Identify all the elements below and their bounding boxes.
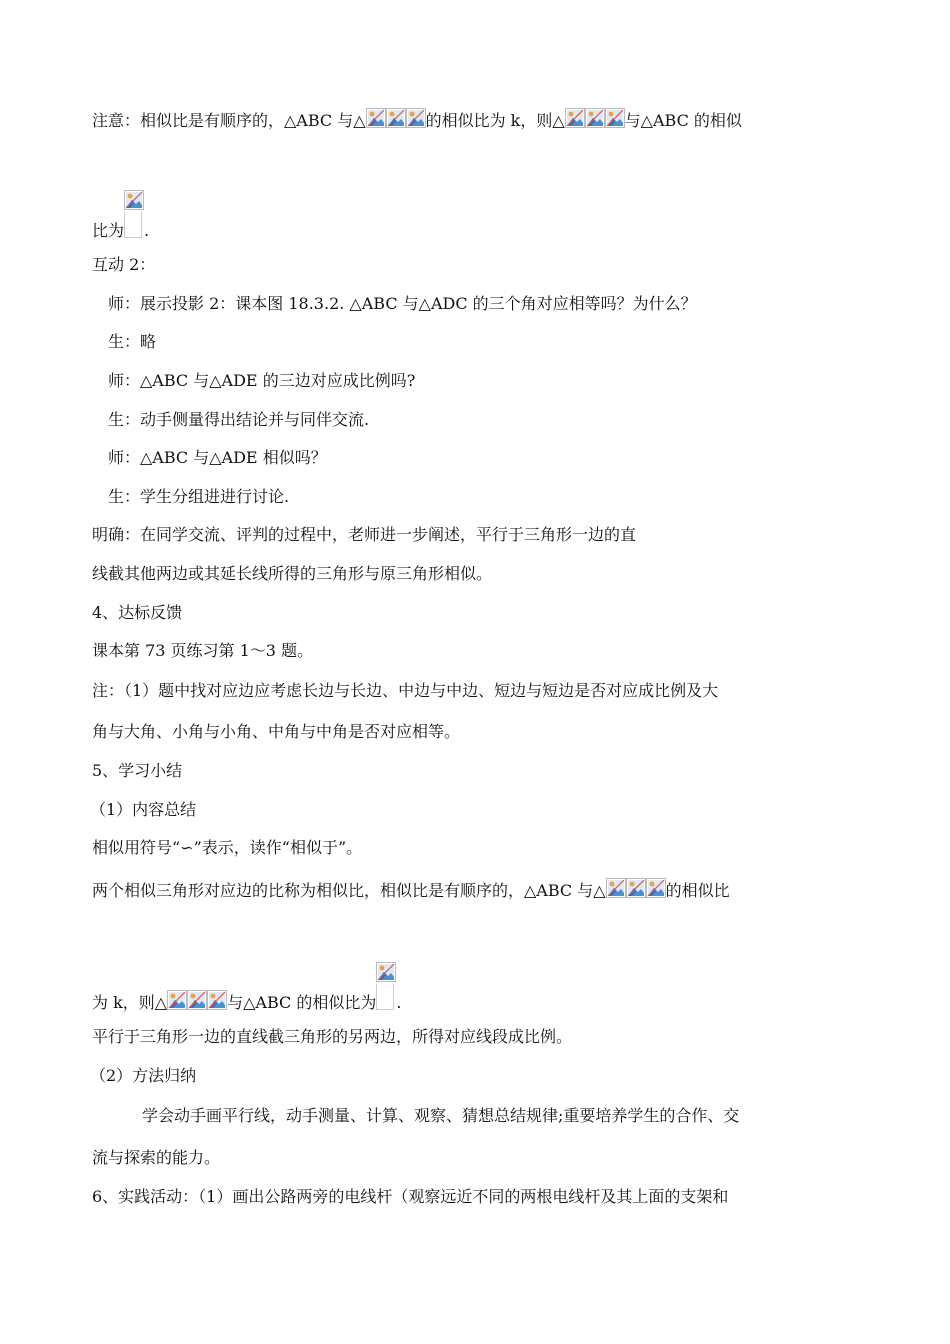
broken-image-icon xyxy=(585,108,605,128)
broken-image-icon xyxy=(167,990,187,1010)
text: 为 k，则△ xyxy=(92,993,168,1012)
broken-image-icon xyxy=(406,108,426,128)
text: 的相似比为 k，则△ xyxy=(425,111,565,130)
broken-image-icon xyxy=(376,962,396,982)
text: 比为 xyxy=(92,221,125,240)
paragraph: 流与探索的能力。 xyxy=(92,1148,221,1167)
broken-image-icon xyxy=(646,878,666,898)
section-heading: 4、达标反馈 xyxy=(92,603,183,622)
text: 注意：相似比是有顺序的，△ABC 与△ xyxy=(92,111,366,130)
summary-line-2 xyxy=(92,990,401,1013)
paragraph: 注：（1）题中找对应边应考虑长边与长边、中边与中边、短边与短边是否对应成比例及大 xyxy=(92,681,719,700)
broken-image-icon xyxy=(187,990,207,1010)
text: 与△ABC 的相似 xyxy=(624,111,742,130)
section-heading: 5、学习小结 xyxy=(92,761,183,780)
dialogue-line: 师：△ABC 与△ADE 相似吗？ xyxy=(108,448,327,467)
text: 两个相似三角形对应边的比称为相似比，相似比是有顺序的，△ABC 与△ xyxy=(92,881,606,900)
text: 与△ABC 的相似比为 xyxy=(227,993,377,1012)
subheading: （2）方法归纳 xyxy=(90,1066,197,1085)
clarify-line: 线截其他两边或其延长线所得的三角形与原三角形相似。 xyxy=(92,564,493,583)
fraction-image xyxy=(376,990,396,1010)
paragraph: 6、实践活动：（1）画出公路两旁的电线杆（观察远近不同的两根电线杆及其上面的支架和 xyxy=(92,1187,729,1206)
broken-image-icon xyxy=(124,190,144,210)
paragraph: 角与大角、小角与小角、中角与中角是否对应相等。 xyxy=(92,722,461,741)
heading-interaction-2: 互动 2： xyxy=(92,255,156,274)
note-line-2 xyxy=(92,218,149,241)
broken-image-icon xyxy=(626,878,646,898)
dialogue-line: 生：略 xyxy=(108,332,157,351)
paragraph: 学会动手画平行线，动手测量、计算、观察、猜想总结规律;重要培养学生的合作、交 xyxy=(142,1106,740,1125)
broken-image-icon xyxy=(565,108,585,128)
dialogue-line: 生：学生分组进进行讨论. xyxy=(108,487,290,506)
subheading: （1）内容总结 xyxy=(90,800,197,819)
clarify-line: 明确：在同学交流、评判的过程中，老师进一步阐述，平行于三角形一边的直 xyxy=(92,525,637,544)
broken-image-icon xyxy=(386,108,406,128)
summary-line-1 xyxy=(92,878,730,901)
broken-image-icon xyxy=(207,990,227,1010)
text: . xyxy=(396,993,402,1012)
fraction-image xyxy=(124,218,144,238)
paragraph: 平行于三角形一边的直线截三角形的另两边，所得对应线段成比例。 xyxy=(92,1027,573,1046)
dialogue-line: 师：展示投影 2：课本图 18.3.2. △ABC 与△ADC 的三个角对应相等吗？为什么？ xyxy=(108,294,697,313)
text: . xyxy=(144,221,150,240)
note-line-1 xyxy=(92,108,742,131)
dialogue-line: 生：动手侧量得出结论并与同伴交流. xyxy=(108,410,370,429)
paragraph: 相似用符号“∽”表示，读作“相似于”。 xyxy=(92,838,363,857)
paragraph: 课本第 73 页练习第 1～3 题。 xyxy=(92,641,314,660)
broken-image-icon xyxy=(606,878,626,898)
broken-image-icon xyxy=(366,108,386,128)
broken-image-icon xyxy=(605,108,625,128)
text: 的相似比 xyxy=(665,881,730,900)
dialogue-line: 师：△ABC 与△ADE 的三边对应成比例吗? xyxy=(108,371,416,390)
